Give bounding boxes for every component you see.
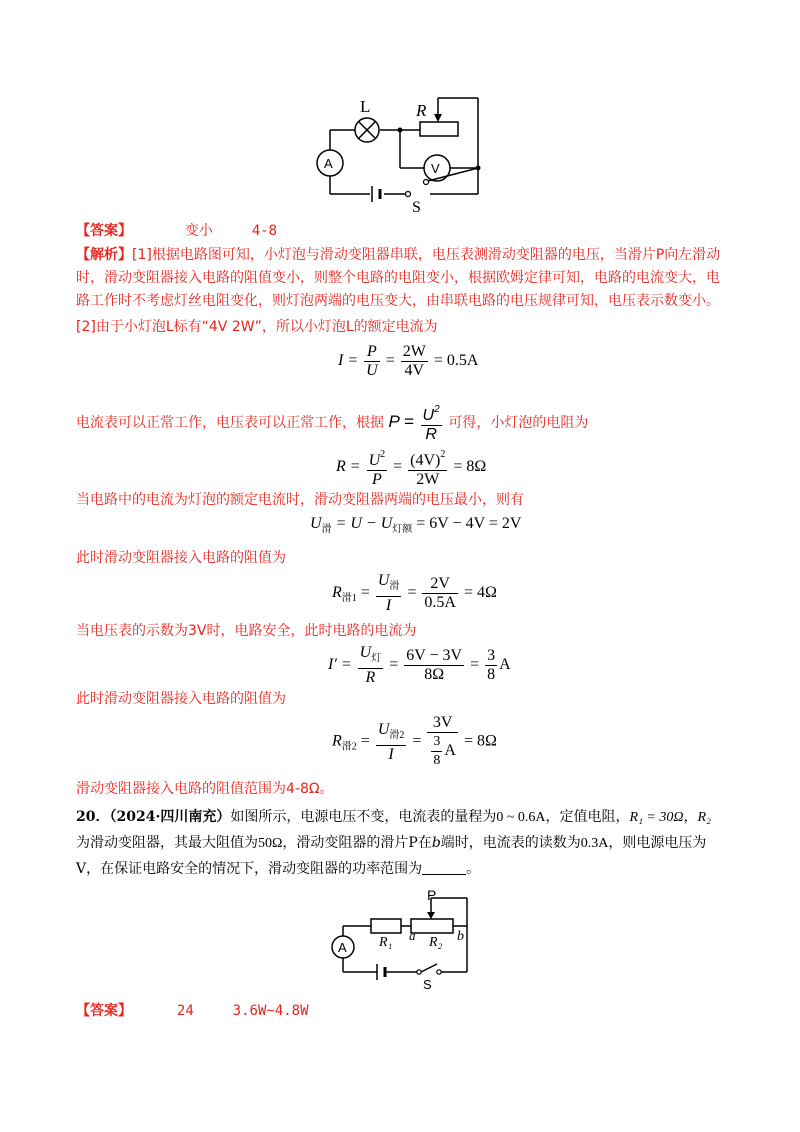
- equation-rated-current: I = $\frac{P}{U}$ = $\frac{2W}{4V}$ = 0.5A: [338, 343, 479, 379]
- circuit-diagram-1: [300, 92, 500, 214]
- question-source: （2024·四川南充）: [109, 809, 231, 825]
- analysis-paragraph-6: 当电压表的示数为3V时，电路安全，此时电路的电流为: [76, 623, 417, 639]
- r1-label: R₁: [379, 935, 393, 950]
- answer-tag: 【答案】: [76, 223, 132, 239]
- switch-label: S: [412, 199, 421, 214]
- answer-value-1: 24: [176, 1003, 194, 1019]
- equation-min-voltage: $U_滑 = U - U_{灯额} = 6V - 4V = 2V$: [310, 515, 522, 535]
- circuit-diagram-2: [325, 888, 485, 992]
- analysis-text-1: [1]根据电路图可知，小灯泡与滑动变阻器串联，电压表测滑动变阻器的电压，当滑片P向左滑动时，滑动变阻器接入电路的阻值变小，则整个电路的电阻变小，根据欧姆定律可知，电路的电流变大，电路工作时不考虑灯丝电阻变化，则灯泡两端的电压变大，由串联电路的电压规律可知，电压表示数变小。: [76, 247, 721, 309]
- slider-p-label: P: [427, 888, 437, 903]
- equation-lamp-resistance: R = $\frac{U^2}{P}$ = $\frac{(4V)^2}{2W}$ = 8Ω: [336, 446, 486, 489]
- power-formula: P = $\frac{U^2}{R}$: [388, 412, 448, 431]
- question-20: 20．（2024·四川南充）如图所示，电源电压不变，电流表的量程为0 ~ 0.6A，定值电阻，R₁ = 30Ω，R₂ 为滑动变阻器，其最大阻值为50Ω，滑动变阻器的滑片P在b端时，电流表的读数为0.3A，则电源电压为 V，在保证电路安全的情况下，滑动变阻器的功率范围为 。: [76, 809, 711, 877]
- answer-1: [76, 220, 277, 243]
- equation-resistance-2: $R_{滑2}$ = $\frac{U_{滑2}}{I}$ = 3V $\frac{3}{8}$ A = 8Ω: [332, 714, 497, 768]
- answer-tag: 【答案】: [76, 1003, 132, 1019]
- question-number: 20．: [76, 809, 110, 825]
- answer-value-2: 4-8: [251, 223, 278, 239]
- ammeter-label: A: [338, 940, 347, 955]
- analysis-paragraph-3: 电流表可以正常工作，电压表可以正常工作，根据 P = $\frac{U^2}{R}$ 可得，小灯泡的电阻为: [76, 401, 588, 444]
- ammeter-label: A: [324, 156, 333, 171]
- resistor-label: R: [416, 101, 427, 120]
- analysis-paragraph-8: 滑动变阻器接入电路的阻值范围为4-8Ω。: [76, 781, 334, 797]
- r2-label: R₂: [429, 935, 443, 950]
- answer-blank: [422, 860, 466, 875]
- terminal-b-label: b: [457, 929, 464, 944]
- analysis-paragraph-5: 此时滑动变阻器接入电路的阻值为: [76, 550, 286, 566]
- analysis-paragraph-7: 此时滑动变阻器接入电路的阻值为: [76, 691, 286, 707]
- answer-2: [76, 1000, 309, 1023]
- analysis-paragraph-2: [2]由于小灯泡L标有“4V 2W”，所以小灯泡L的额定电流为: [76, 319, 438, 335]
- answer-value-2: 3.6W~4.8W: [232, 1003, 309, 1019]
- analysis-tag: 【解析】: [76, 247, 132, 263]
- equation-resistance-1: $R_{滑1}$ = $\frac{U_滑}{I}$ = $\frac{2V}{0.5A}$ = 4Ω: [332, 572, 497, 614]
- voltmeter-label: V: [431, 161, 440, 176]
- lamp-label: L: [360, 97, 371, 116]
- answer-value-1: 变小: [184, 223, 213, 239]
- analysis-paragraph-4: 当电路中的电流为灯泡的额定电流时，滑动变阻器两端的电压最小，则有: [76, 492, 524, 508]
- analysis-paragraph-1: [76, 244, 726, 313]
- switch-label: S: [423, 977, 432, 992]
- equation-current-2: I′ = $\frac{U_灯}{R}$ = $\frac{6V - 3V}{8\Omega}$ = $\frac{3}{8}$ A: [328, 644, 511, 686]
- terminal-a-label: a: [409, 928, 416, 943]
